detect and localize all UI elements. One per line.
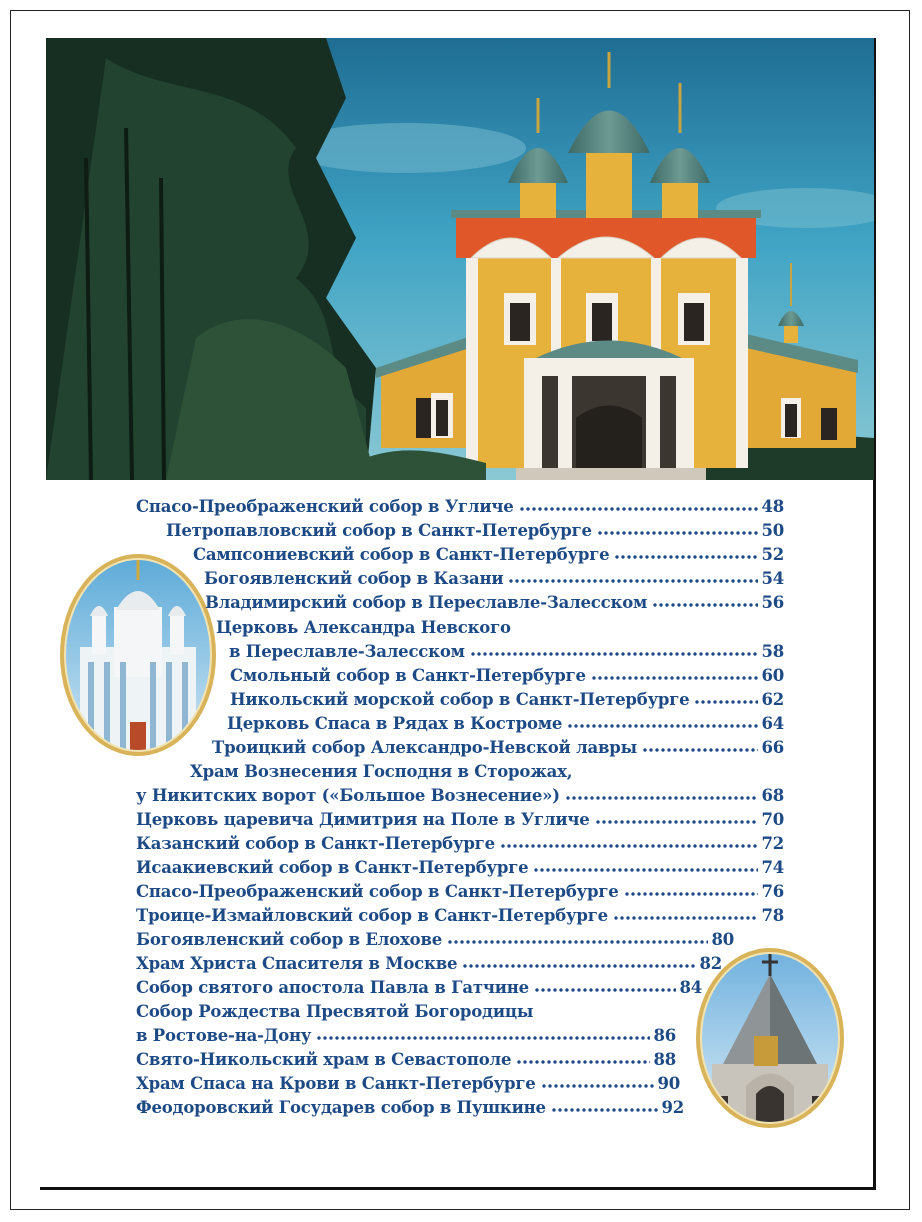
toc-entry-title: Казанский собор в Санкт-Петербурге [136,834,495,853]
toc-entry-title: Церковь Александра Невского [216,618,511,637]
toc-leader-dots [567,715,758,729]
toc-entry-title: Собор Рождества Пресвятой Богородицы [136,1002,534,1021]
toc-entry-title: Храм Спаса на Крови в Санкт-Петербурге [136,1074,536,1093]
toc-entry[interactable] [136,858,784,877]
toc-leader-dots [534,979,676,993]
toc-leader-dots [500,835,759,849]
toc-page-number: 58 [761,642,784,661]
toc-page-number: 68 [761,786,784,805]
toc-leader-dots [642,739,758,753]
toc-entry-first-line[interactable] [136,1002,533,1021]
toc-entry-title: Церковь царевича Димитрия на Поле в Угличе [136,810,590,829]
toc-entry[interactable] [204,569,784,588]
sevastopol-church-medallion [694,946,846,1130]
toc-leader-dots [595,811,759,825]
toc-leader-dots [519,498,759,512]
toc-leader-dots [508,570,758,584]
toc-page-number: 70 [761,810,784,829]
toc-entry-title: в Ростове-на-Дону [136,1026,312,1045]
toc-page-number: 84 [679,978,702,997]
toc-entry-title: Феодоровский Государев собор в Пушкине [136,1098,546,1117]
toc-entry[interactable] [136,497,784,516]
toc-entry-title: Храм Христа Спасителя в Москве [136,954,458,973]
toc-entry[interactable] [136,906,784,925]
toc-leader-dots [565,787,759,801]
toc-leader-dots [541,1075,655,1089]
toc-entry[interactable] [136,1074,680,1093]
toc-leader-dots [316,1027,650,1041]
toc-entry[interactable] [136,786,784,805]
toc-leader-dots [694,691,758,705]
toc-entry-title: Собор святого апостола Павла в Гатчине [136,978,529,997]
toc-entry-title: Владимирский собор в Переславле-Залесском [205,593,648,612]
toc-entry[interactable] [136,834,784,853]
toc-page-number: 72 [761,834,784,853]
toc-entry[interactable] [136,882,784,901]
toc-entry-title: Свято-Никольский храм в Севастополе [136,1050,512,1069]
toc-entry-title: Сампсониевский собор в Санкт-Петербурге [193,545,610,564]
toc-leader-dots [613,907,758,921]
tree-silhouette [46,38,376,480]
toc-entry[interactable] [136,930,734,949]
toc-leader-dots [614,546,758,560]
toc-leader-dots [462,955,696,969]
toc-page-number: 80 [711,930,734,949]
toc-entry-title: Богоявленский собор в Елохове [136,930,443,949]
toc-entry[interactable] [229,642,784,661]
toc-page-number: 82 [699,954,722,973]
toc-page-number: 62 [761,690,784,709]
toc-entry[interactable] [136,954,722,973]
toc-entry[interactable] [227,714,784,733]
toc-page-number: 54 [761,569,784,588]
toc-page-number: 78 [761,906,784,925]
toc-entry-title: Богоявленский собор в Казани [204,569,504,588]
toc-entry-title: в Переславле-Залесском [229,642,465,661]
toc-entry-title: Троице-Измайловский собор в Санкт-Петербурге [136,906,608,925]
toc-page-number: 74 [761,858,784,877]
toc-entry[interactable] [136,978,702,997]
toc-entry-first-line[interactable] [190,762,572,781]
toc-entry-title: Никольский морской собор в Санкт-Петербурге [230,690,690,709]
page-shadow-bottom [40,1187,876,1190]
toc-entry-first-line[interactable] [216,618,511,637]
toc-leader-dots [591,667,759,681]
toc-entry[interactable] [136,810,784,829]
toc-entry-title: Исаакиевский собор в Санкт-Петербурге [136,858,529,877]
toc-entry[interactable] [193,545,784,564]
toc-entry-title: Спасо-Преображенский собор в Угличе [136,497,514,516]
smolny-cathedral-medallion [58,552,218,758]
toc-leader-dots [597,522,759,536]
toc-page-number: 56 [761,593,784,612]
toc-leader-dots [652,594,758,608]
toc-entry[interactable] [205,593,784,612]
toc-entry[interactable] [136,1026,676,1045]
toc-entry[interactable] [166,521,784,540]
toc-page-number: 76 [761,882,784,901]
toc-entry-title: у Никитских ворот («Большое Вознесение») [136,786,560,805]
toc-leader-dots [516,1051,650,1065]
toc-entry-title: Смольный собор в Санкт-Петербурге [230,666,586,685]
cathedral-illustration [46,38,874,480]
toc-entry[interactable] [230,666,784,685]
toc-entry[interactable] [136,1050,676,1069]
toc-leader-dots [533,859,758,873]
toc-entry-title: Церковь Спаса в Рядах в Костроме [227,714,563,733]
toc-entry-title: Спасо-Преображенский собор в Санкт-Петербурге [136,882,619,901]
toc-page-number: 52 [761,545,784,564]
toc-entry[interactable] [212,738,784,757]
toc-page-number: 60 [761,666,784,685]
toc-leader-dots [551,1099,659,1113]
toc-entry[interactable] [230,690,784,709]
toc-entry-title: Храм Вознесения Господня в Сторожах, [190,762,573,781]
toc-page-number: 64 [761,714,784,733]
toc-entry[interactable] [136,1098,684,1117]
toc-page-number: 66 [761,738,784,757]
toc-page-number: 50 [761,521,784,540]
toc-leader-dots [624,883,759,897]
toc-page-number: 48 [761,497,784,516]
toc-page-number: 90 [657,1074,680,1093]
toc-page-number: 86 [653,1026,676,1045]
toc-entry-title: Петропавловский собор в Санкт-Петербурге [166,521,592,540]
toc-leader-dots [447,931,708,945]
toc-entry-title: Троицкий собор Александро-Невской лавры [212,738,637,757]
toc-page-number: 92 [661,1098,684,1117]
toc-leader-dots [470,643,759,657]
toc-page-number: 88 [653,1050,676,1069]
